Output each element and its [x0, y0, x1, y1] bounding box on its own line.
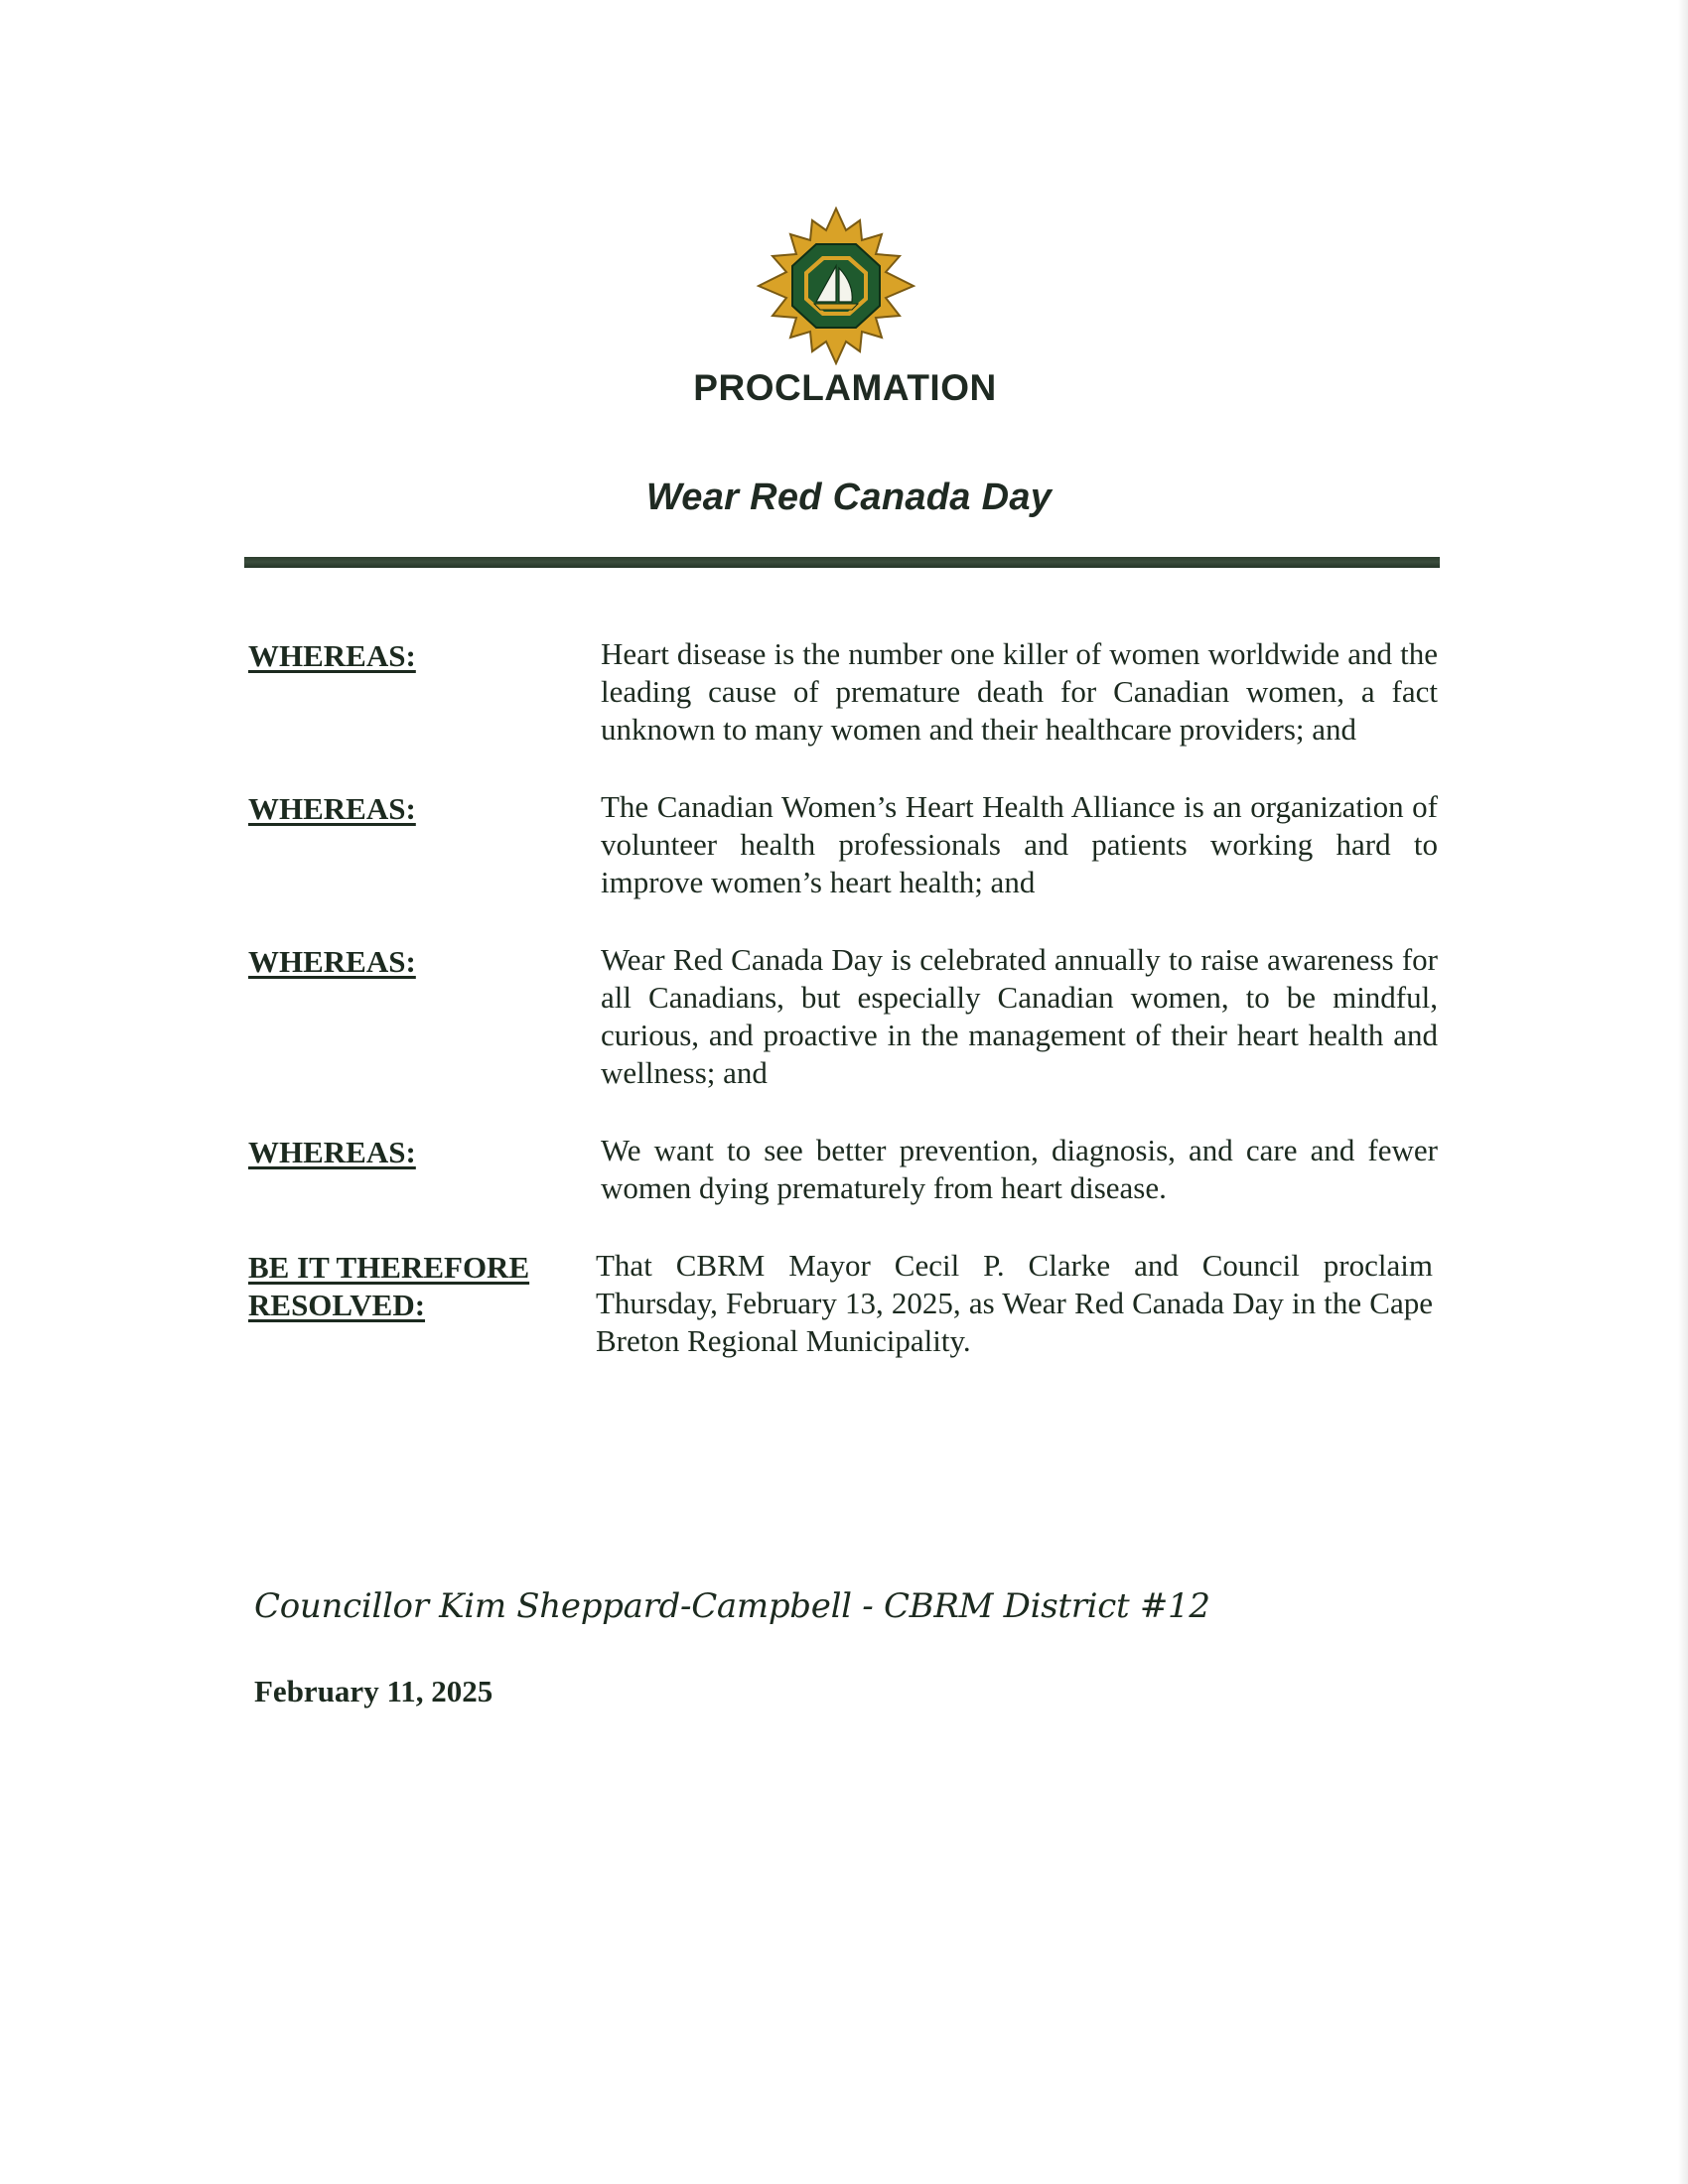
clause-label-text: WHEREAS:: [248, 791, 416, 826]
signature-line: Councillor Kim Sheppard-Campbell - CBRM District #12: [254, 1586, 1210, 1626]
whereas-clause-1: [248, 635, 1440, 749]
cbrm-crest-icon: [755, 206, 918, 365]
proclamation-heading: [0, 367, 1688, 409]
whereas-clause-3: [248, 941, 1440, 1092]
clause-label: [248, 790, 566, 828]
whereas-clause-4: [248, 1132, 1440, 1207]
clause-text: The Canadian Women’s Heart Health Alliance is an organization of volunteer health professionals and patients working hard to improve women’s heart health; and: [601, 789, 1438, 899]
resolved-label: [248, 1249, 566, 1324]
resolved-label-line1: BE IT THEREFORE: [248, 1250, 530, 1285]
title-divider: [244, 557, 1440, 568]
document-date: February 11, 2025: [254, 1674, 493, 1708]
clauses-list: [248, 635, 1440, 1400]
clause-label: [248, 943, 566, 981]
clause-label-text: WHEREAS:: [248, 638, 416, 673]
page-edge-shadow: [1678, 0, 1688, 2184]
clause-label-text: WHEREAS:: [248, 944, 416, 979]
clause-text: Heart disease is the number one killer of women worldwide and the leading cause of premature death for Canadian women, a fact unknown to many women and their healthcare providers; and: [601, 636, 1438, 747]
resolved-text: That CBRM Mayor Cecil P. Clarke and Council proclaim Thursday, February 13, 2025, as Wear Red Canada Day in the Cape Breton Regional Municipality.: [596, 1248, 1433, 1358]
clause-text: Wear Red Canada Day is celebrated annually to raise awareness for all Canadians, but especially Canadian women, to be mindful, curious, and proactive in the management of their heart health and wellness; and: [601, 942, 1438, 1090]
resolved-label-line2: RESOLVED:: [248, 1288, 426, 1322]
clause-label: [248, 1134, 566, 1171]
clause-label: [248, 637, 566, 675]
clause-label-text: WHEREAS:: [248, 1135, 416, 1169]
proclamation-heading-text: PROCLAMATION: [693, 367, 997, 408]
document-title: [0, 477, 1688, 519]
resolved-clause: [248, 1247, 1440, 1360]
document-title-text: Wear Red Canada Day: [645, 477, 1053, 518]
whereas-clause-2: [248, 788, 1440, 901]
clause-text: We want to see better prevention, diagnosis, and care and fewer women dying prematurely from heart disease.: [601, 1133, 1438, 1205]
